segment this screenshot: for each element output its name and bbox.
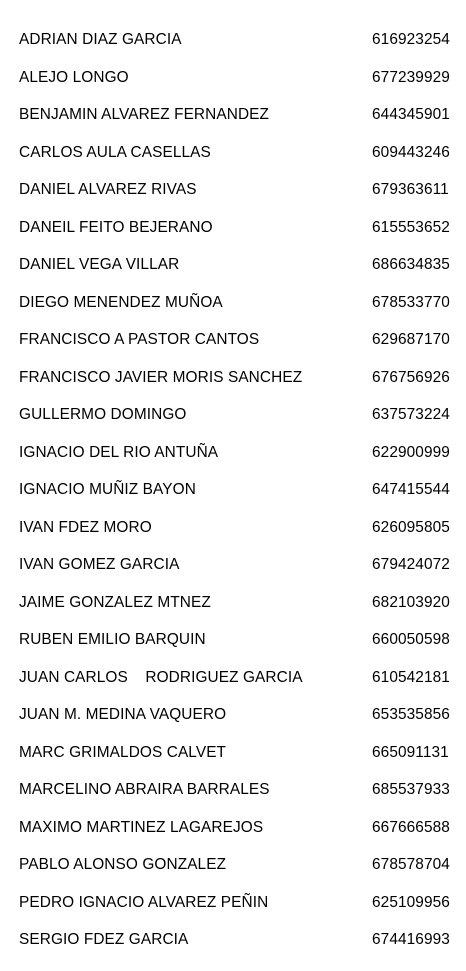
contact-row [0,628,466,652]
contact-row [0,28,466,52]
contact-row [0,178,466,202]
contact-phone: 677239929 [372,68,450,86]
contact-phone: 609443246 [372,143,450,161]
contact-name: JAIME GONZALEZ MTNEZ [19,593,211,611]
contact-row [0,66,466,90]
contact-row [0,703,466,727]
contact-name: JUAN CARLOS RODRIGUEZ GARCIA [19,668,303,686]
contact-row [0,816,466,840]
contact-row [0,216,466,240]
contact-phone: 685537933 [372,781,450,798]
contact-row [0,478,466,502]
contact-phone: 622900999 [372,443,450,461]
contact-name: MARC GRIMALDOS CALVET [19,743,227,761]
contact-row [0,403,466,427]
contact-phone: 679424072 [372,556,450,573]
contact-row [0,516,466,540]
contact-row [0,591,466,615]
contact-row [0,103,466,127]
contact-name: DANIEL VEGA VILLAR [19,256,180,273]
contact-name: IVAN GOMEZ GARCIA [19,556,180,573]
contact-phone: 610542181 [372,668,450,686]
contact-row [0,891,466,915]
contact-phone: 678578704 [372,856,450,873]
contact-row [0,141,466,165]
contact-name: MAXIMO MARTINEZ LAGAREJOS [19,818,264,836]
contact-name: SERGIO FDEZ GARCIA [19,931,189,948]
contact-name: FRANCISCO A PASTOR CANTOS [19,331,260,348]
contact-row [0,553,466,577]
contact-row [0,928,466,952]
contact-phone: 629687170 [372,331,450,348]
contact-phone: 679363611 [372,181,449,198]
contact-name: DANEIL FEITO BEJERANO [19,218,213,236]
contact-phone: 644345901 [372,106,450,123]
contact-phone: 626095805 [372,518,450,536]
contact-phone: 647415544 [372,481,450,498]
contact-row [0,778,466,802]
contact-name: CARLOS AULA CASELLAS [19,143,211,161]
contact-name: JUAN M. MEDINA VAQUERO [19,706,227,723]
contact-phone: 625109956 [372,893,450,911]
contact-name: ALEJO LONGO [19,68,129,86]
contact-name: GULLERMO DOMINGO [19,406,187,423]
contact-phone: 682103920 [372,593,450,611]
contact-name: ADRIAN DIAZ GARCIA [19,31,182,48]
contact-row [0,666,466,690]
contact-name: FRANCISCO JAVIER MORIS SANCHEZ [19,368,303,386]
contact-phone: 616923254 [372,31,450,48]
contact-name: IVAN FDEZ MORO [19,518,152,536]
contact-phone: 637573224 [372,406,450,423]
contact-name: RUBEN EMILIO BARQUIN [19,631,206,648]
contact-row [0,291,466,315]
contact-name: MARCELINO ABRAIRA BARRALES [19,781,270,798]
contact-phone: 653535856 [372,706,450,723]
contact-name: PABLO ALONSO GONZALEZ [19,856,227,873]
contact-name: IGNACIO DEL RIO ANTUÑA [19,443,219,461]
contact-name: DANIEL ALVAREZ RIVAS [19,181,197,198]
contact-phone: 686634835 [372,256,450,273]
contact-phone: 674416993 [372,931,450,948]
contact-name: PEDRO IGNACIO ALVAREZ PEÑIN [19,893,269,911]
contact-phone: 660050598 [372,631,450,648]
contact-name: BENJAMIN ALVAREZ FERNANDEZ [19,106,270,123]
contact-row [0,853,466,877]
contact-row [0,328,466,352]
contact-phone: 615553652 [372,218,450,236]
contact-phone: 667666588 [372,818,450,836]
contact-row [0,441,466,465]
contact-row [0,741,466,765]
contact-phone: 676756926 [372,368,450,386]
contact-name: DIEGO MENENDEZ MUÑOA [19,293,223,311]
contact-row [0,366,466,390]
contact-phone: 665091131 [372,743,449,761]
contact-name: IGNACIO MUÑIZ BAYON [19,481,196,498]
contact-row [0,253,466,277]
contact-phone: 678533770 [372,293,450,311]
